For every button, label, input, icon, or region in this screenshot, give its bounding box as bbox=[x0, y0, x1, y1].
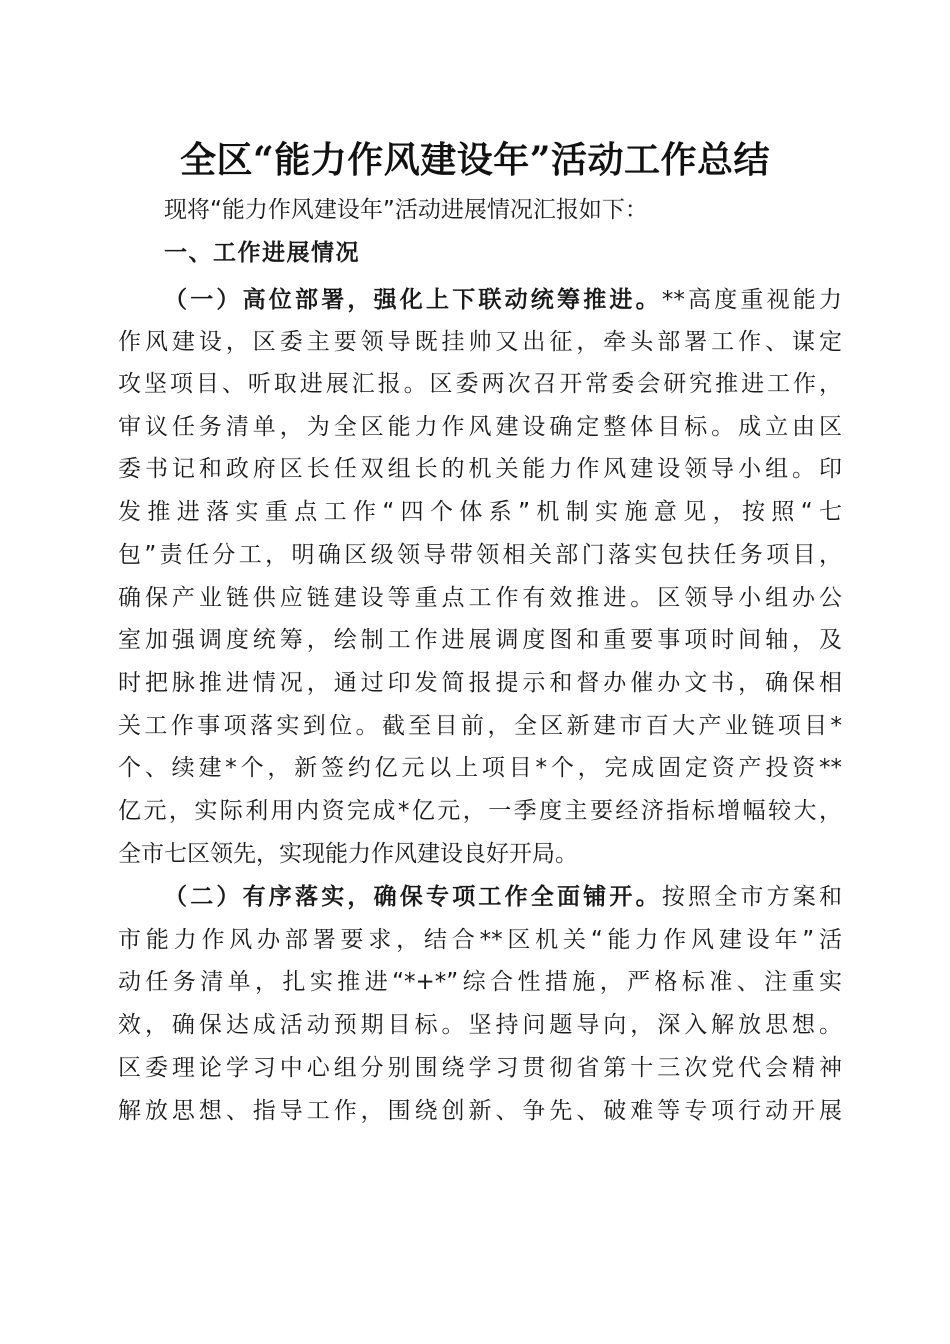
document-title: 全区“能力作风建设年”活动工作总结 bbox=[180, 139, 770, 181]
paragraph-lead: （二）有序落实，确保专项工作全面铺开。 bbox=[164, 884, 662, 910]
paragraph-line: 包”责任分工，明确区级领导带领相关部门落实包扶任务项目， bbox=[118, 542, 842, 568]
paragraph-line: 委书记和政府区长任双组长的机关能力作风建设领导小组。印 bbox=[118, 456, 842, 482]
paragraph-line bbox=[118, 282, 842, 318]
paragraph-line: 时把脉推进情况，通过印发简报提示和督办催办文书，确保相 bbox=[118, 670, 842, 696]
paragraph-lead: （一）高位部署，强化上下联动统筹推进。 bbox=[164, 287, 662, 313]
paragraph-line: 个、续建*个，新签约亿元以上项目*个，完成固定资产投资** bbox=[118, 755, 842, 781]
paragraph-line: 解放思想、指导工作，围绕创新、争先、破难等专项行动开展 bbox=[118, 1098, 842, 1124]
paragraph-line bbox=[118, 879, 842, 915]
paragraph-line: 区委理论学习中心组分别围绕学习贯彻省第十三次党代会精神 bbox=[118, 1055, 842, 1081]
paragraph-line: 动任务清单，扎实推进“*+*”综合性措施，严格标准、注重实 bbox=[118, 969, 842, 995]
paragraph-text: **高度重视能力 bbox=[661, 287, 842, 313]
paragraph-line: 作风建设，区委主要领导既挂帅又出征，牵头部署工作、谋定 bbox=[118, 329, 842, 355]
section-heading: 一、工作进展情况 bbox=[164, 240, 360, 266]
paragraph-line: 市能力作风办部署要求，结合**区机关“能力作风建设年”活 bbox=[118, 927, 842, 953]
paragraph-line: 发推进落实重点工作“四个体系”机制实施意见，按照“七 bbox=[118, 499, 842, 525]
intro-paragraph: 现将“能力作风建设年”活动进展情况汇报如下： bbox=[164, 197, 648, 223]
paragraph-line: 全市七区领先，实现能力作风建设良好开局。 bbox=[118, 841, 578, 867]
paragraph-line: 室加强调度统筹，绘制工作进展调度图和重要事项时间轴，及 bbox=[118, 627, 842, 653]
paragraph-text: 按照全市方案和 bbox=[661, 884, 842, 910]
paragraph-line: 亿元，实际利用内资完成*亿元，一季度主要经济指标增幅较大， bbox=[118, 798, 842, 824]
paragraph-line: 确保产业链供应链建设等重点工作有效推进。区领导小组办公 bbox=[118, 585, 842, 611]
paragraph-line: 效，确保达成活动预期目标。坚持问题导向，深入解放思想。 bbox=[118, 1012, 842, 1038]
paragraph-line: 审议任务清单，为全区能力作风建设确定整体目标。成立由区 bbox=[118, 414, 842, 440]
paragraph-line: 关工作事项落实到位。截至目前，全区新建市百大产业链项目* bbox=[118, 713, 842, 739]
paragraph-line: 攻坚项目、听取进展汇报。区委两次召开常委会研究推进工作， bbox=[118, 371, 842, 397]
